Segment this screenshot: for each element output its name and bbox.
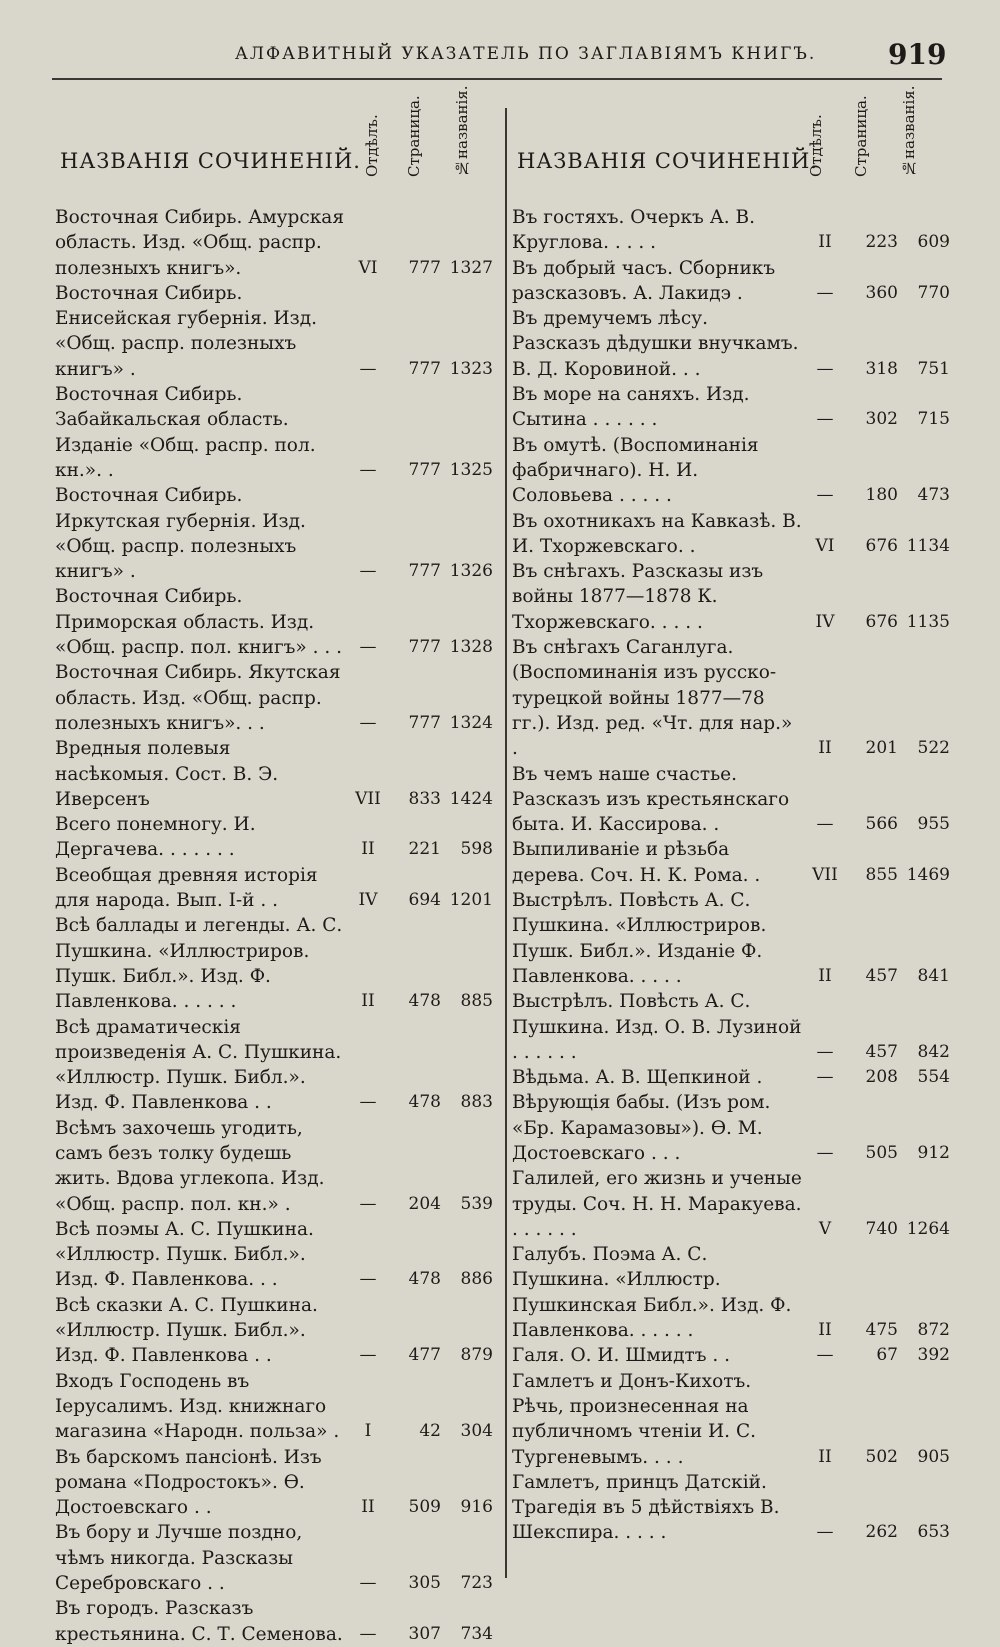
entry-numbers xyxy=(345,989,495,1014)
index-entry xyxy=(55,1520,500,1596)
entry-title: Въ бору и Лучше поздно, чѣмъ никогда. Разсказы Серебровскаго . . xyxy=(55,1522,303,1595)
entry-number: 1323 xyxy=(449,358,493,379)
entry-title: Въ чемъ наше счастье. Разсказъ изъ крестьянскаго быта. И. Кассирова. . xyxy=(512,763,790,836)
entry-page: 478 xyxy=(408,1269,441,1290)
entry-title: Вѣрующія бабы. (Изъ ром. «Бр. Карамазовы»). Ѳ. М. Достоевскаго . . . xyxy=(512,1092,771,1164)
entry-numbers xyxy=(345,1419,495,1444)
entry-page: 694 xyxy=(408,890,441,911)
entry-numbers xyxy=(345,1192,495,1217)
column-header-title: НАЗВАНІЯ СОЧИНЕНІЙ. xyxy=(517,149,818,173)
entry-number: 734 xyxy=(460,1623,493,1644)
entry-page: 201 xyxy=(865,738,898,759)
entry-section: II xyxy=(361,839,375,860)
column-header-page: Страница. xyxy=(852,95,870,177)
entry-number: 842 xyxy=(917,1041,950,1062)
entry-number: 916 xyxy=(460,1497,493,1518)
entry-section: II xyxy=(818,1446,832,1467)
entry-section: — xyxy=(816,814,834,835)
entry-page: 777 xyxy=(408,561,441,582)
entry-section: VII xyxy=(812,864,838,885)
index-entry xyxy=(55,1596,500,1647)
right-column xyxy=(512,85,957,1546)
entry-page: 262 xyxy=(865,1522,898,1543)
entry-title: Вѣдьма. А. В. Щепкиной . xyxy=(512,1067,763,1089)
index-entry xyxy=(512,1090,957,1166)
entry-page: 221 xyxy=(408,839,441,860)
entry-title: Въ добрый часъ. Сборникъ разсказовъ. А. Лакидэ . xyxy=(512,257,776,304)
entry-section: II xyxy=(818,232,832,253)
entry-number: 609 xyxy=(917,232,950,253)
entry-title: Выстрѣлъ. Повѣсть А. С. Пушкина. «Иллюстриров. Пушк. Библ.». Изданіе Ф. Павленкова. . . . . xyxy=(512,890,767,987)
entry-number: 1135 xyxy=(906,611,950,632)
entry-number: 1327 xyxy=(449,257,493,278)
entry-numbers xyxy=(802,863,952,888)
entry-section: — xyxy=(359,1345,377,1366)
entry-title: Въ снѣгахъ Саганлуга. (Воспоминанія изъ русско-турецкой войны 1877—78 гг.). Изд. ред. «Чт. для нар.» . xyxy=(512,637,793,760)
entry-title: Галубъ. Поэма А. С. Пушкина. «Иллюстр. Пушкинская Библ.». Изд. Ф. Павленкова. . . . . . xyxy=(512,1244,792,1342)
column-header-number: №названія. xyxy=(453,85,471,177)
index-entry xyxy=(55,863,500,914)
index-entry xyxy=(512,509,957,560)
entry-number: 554 xyxy=(917,1067,950,1088)
entry-title: Въ охотникахъ на Кавказѣ. В. И. Тхоржевскаго. . xyxy=(512,510,802,557)
entry-title: Всего понемногу. И. Дергачева. . . . . . . xyxy=(55,814,256,861)
page-number: 919 xyxy=(888,38,947,71)
entry-section: I xyxy=(364,1421,372,1442)
entry-number: 905 xyxy=(917,1446,950,1467)
entry-numbers xyxy=(345,357,495,382)
entry-section: VII xyxy=(355,788,381,809)
index-entry xyxy=(55,1293,500,1369)
entry-section: VI xyxy=(358,257,378,278)
index-entry xyxy=(55,1015,500,1116)
entry-number: 885 xyxy=(460,991,493,1012)
entry-number: 1264 xyxy=(906,1218,950,1239)
entry-page: 307 xyxy=(408,1623,441,1644)
entry-numbers xyxy=(345,1622,495,1647)
entry-title: Восточная Сибирь. Амурская область. Изд. «Общ. распр. полезныхъ книгъ». xyxy=(55,207,344,279)
column-header-section: Отдѣлъ. xyxy=(807,114,825,177)
index-entry xyxy=(512,635,957,761)
index-entry xyxy=(512,1242,957,1343)
entry-section: — xyxy=(816,1041,834,1062)
index-entry xyxy=(55,1116,500,1217)
entry-page: 502 xyxy=(865,1446,898,1467)
entry-section: — xyxy=(816,1142,834,1163)
entry-page: 475 xyxy=(865,1320,898,1341)
index-entry xyxy=(512,433,957,509)
entry-section: — xyxy=(359,1193,377,1214)
index-entry xyxy=(512,1166,957,1242)
index-entry xyxy=(512,837,957,888)
entry-section: — xyxy=(359,637,377,658)
index-entry xyxy=(55,584,500,660)
index-entry xyxy=(55,205,500,281)
entry-title: Галилей, его жизнь и ученые труды. Соч. Н. Н. Маракуева. . . . . . . xyxy=(512,1168,802,1240)
left-entries xyxy=(55,205,500,1647)
entry-page: 777 xyxy=(408,637,441,658)
entry-section: IV xyxy=(815,611,835,632)
index-entry xyxy=(512,989,957,1065)
entry-numbers xyxy=(802,483,952,508)
entry-section: — xyxy=(359,1623,377,1644)
entry-numbers xyxy=(345,711,495,736)
entry-number: 886 xyxy=(460,1269,493,1290)
entry-number: 653 xyxy=(917,1522,950,1543)
entry-page: 223 xyxy=(865,232,898,253)
entry-page: 42 xyxy=(419,1421,441,1442)
column-header-title: НАЗВАНІЯ СОЧИНЕНІЙ. xyxy=(60,149,361,173)
entry-numbers xyxy=(802,736,952,761)
entry-title: Гамлетъ, принцъ Датскій. Трагедія въ 5 дѣйствіяхъ В. Шекспира. . . . . xyxy=(512,1471,780,1544)
entry-section: — xyxy=(816,1067,834,1088)
entry-number: 598 xyxy=(460,839,493,860)
column-header xyxy=(512,85,957,205)
running-title: АЛФАВИТНЫЙ УКАЗАТЕЛЬ ПО ЗАГЛАВІЯМЪ КНИГЪ. xyxy=(235,44,817,64)
entry-title: Всѣ сказки А. С. Пушкина. «Иллюстр. Пушк. Библ.». Изд. Ф. Павленкова . . xyxy=(55,1294,318,1367)
entry-section: — xyxy=(359,1573,377,1594)
entry-numbers xyxy=(345,888,495,913)
entry-number: 522 xyxy=(917,738,950,759)
index-entry xyxy=(512,559,957,635)
entry-number: 1134 xyxy=(906,535,950,556)
entry-page: 676 xyxy=(865,611,898,632)
left-column xyxy=(55,85,500,1647)
entry-page: 457 xyxy=(865,1041,898,1062)
entry-section: IV xyxy=(358,890,378,911)
entry-page: 833 xyxy=(408,788,441,809)
entry-numbers xyxy=(802,230,952,255)
entry-numbers xyxy=(802,1343,952,1368)
entry-title: Выстрѣлъ. Повѣсть А. С. Пушкина. Изд. О. В. Лузиной . . . . . . xyxy=(512,991,802,1063)
entry-section: — xyxy=(816,485,834,506)
entry-number: 1328 xyxy=(449,637,493,658)
entry-numbers xyxy=(802,1318,952,1343)
entry-number: 879 xyxy=(460,1345,493,1366)
entry-title: Восточная Сибирь. Приморская область. Изд. «Общ. распр. пол. книгъ» . . . xyxy=(55,586,343,659)
entry-number: 1469 xyxy=(906,864,950,885)
index-entry xyxy=(55,660,500,736)
entry-numbers xyxy=(802,281,952,306)
entry-number: 955 xyxy=(917,814,950,835)
entry-section: VI xyxy=(815,535,835,556)
entry-page: 302 xyxy=(865,409,898,430)
entry-title: Входъ Господень въ Іерусалимъ. Изд. книжнаго магазина «Народн. польза» . xyxy=(55,1370,340,1443)
entry-title: Вредныя полевыя насѣкомыя. Сост. В. Э. Иверсенъ xyxy=(55,738,279,810)
entry-title: Въ омутѣ. (Воспоминанія фабричнаго). Н. И. Соловьева . . . . . xyxy=(512,434,759,507)
entry-section: — xyxy=(816,282,834,303)
entry-numbers xyxy=(345,1571,495,1596)
entry-numbers xyxy=(802,1217,952,1242)
entry-title: Восточная Сибирь. Якутская область. Изд. «Общ. распр. полезныхъ книгъ». . . xyxy=(55,662,341,734)
entry-numbers xyxy=(802,964,952,989)
entry-section: II xyxy=(818,965,832,986)
entry-number: 1324 xyxy=(449,712,493,733)
entry-number: 473 xyxy=(917,485,950,506)
entry-section: — xyxy=(359,1092,377,1113)
entry-number: 539 xyxy=(460,1193,493,1214)
index-entry xyxy=(55,913,500,1014)
entry-section: — xyxy=(816,358,834,379)
entry-page: 740 xyxy=(865,1218,898,1239)
entry-number: 1201 xyxy=(449,890,493,911)
entry-title: Гамлетъ и Донъ-Кихотъ. Рѣчь, произнесенная на публичномъ чтеніи И. С. Тургеневымъ. . . . xyxy=(512,1370,756,1468)
index-entry xyxy=(512,306,957,382)
entry-page: 204 xyxy=(408,1193,441,1214)
entry-title: Въ гостяхъ. Очеркъ А. В. Круглова. . . . . xyxy=(512,207,755,254)
entry-section: — xyxy=(359,358,377,379)
entry-number: 883 xyxy=(460,1092,493,1113)
entry-number: 715 xyxy=(917,409,950,430)
index-entry xyxy=(512,1470,957,1546)
entry-title: Въ барскомъ пансіонѣ. Изъ романа «Подростокъ». Ѳ. Достоевскаго . . xyxy=(55,1446,322,1519)
column-header-number: №названія. xyxy=(900,85,918,177)
entry-numbers xyxy=(802,1040,952,1065)
entry-number: 723 xyxy=(460,1573,493,1594)
entry-page: 777 xyxy=(408,459,441,480)
entry-section: — xyxy=(359,561,377,582)
entry-title: Восточная Сибирь. Енисейская губернія. Изд. «Общ. распр. полезныхъ книгъ» . xyxy=(55,282,317,380)
entry-numbers xyxy=(345,458,495,483)
entry-number: 1325 xyxy=(449,459,493,480)
entry-numbers xyxy=(345,1343,495,1368)
entry-title: Всѣ баллады и легенды. А. С. Пушкина. «Иллюстриров. Пушк. Библ.». Изд. Ф. Павленкова. . . . . . xyxy=(55,915,343,1013)
index-entry xyxy=(55,382,500,483)
index-entry xyxy=(55,1445,500,1521)
entry-numbers xyxy=(345,1090,495,1115)
entry-page: 457 xyxy=(865,965,898,986)
entry-numbers xyxy=(345,787,495,812)
index-entry xyxy=(55,281,500,382)
column-header-section: Отдѣлъ. xyxy=(363,114,381,177)
index-entry xyxy=(512,1369,957,1470)
entry-numbers xyxy=(802,1065,952,1090)
column-divider xyxy=(505,108,507,1578)
entry-section: V xyxy=(818,1218,832,1239)
index-entry xyxy=(512,382,957,433)
entry-numbers xyxy=(345,256,495,281)
entry-numbers xyxy=(345,635,495,660)
entry-number: 1326 xyxy=(449,561,493,582)
entry-page: 360 xyxy=(865,282,898,303)
column-header-page: Страница. xyxy=(405,95,423,177)
entry-number: 872 xyxy=(917,1320,950,1341)
index-entry xyxy=(512,762,957,838)
index-entry xyxy=(512,888,957,989)
entry-numbers xyxy=(345,1495,495,1520)
entry-page: 777 xyxy=(408,712,441,733)
entry-title: Восточная Сибирь. Забайкальская область. Изданіе «Общ. распр. пол. кн.». . xyxy=(55,384,316,481)
index-entry xyxy=(512,1343,957,1368)
entry-numbers xyxy=(345,1267,495,1292)
entry-number: 392 xyxy=(917,1345,950,1366)
entry-numbers xyxy=(802,610,952,635)
entry-title: Всеобщая древняя исторія для народа. Вып. I-й . . xyxy=(55,864,318,912)
index-entry xyxy=(55,1369,500,1445)
entry-number: 841 xyxy=(917,965,950,986)
index-entry xyxy=(55,812,500,863)
entry-page: 509 xyxy=(408,1497,441,1518)
entry-page: 676 xyxy=(865,535,898,556)
entry-page: 777 xyxy=(408,358,441,379)
index-entry xyxy=(55,1217,500,1293)
entry-numbers xyxy=(345,837,495,862)
entry-page: 566 xyxy=(865,814,898,835)
entry-section: II xyxy=(818,738,832,759)
entry-number: 912 xyxy=(917,1142,950,1163)
entry-page: 180 xyxy=(865,485,898,506)
entry-section: — xyxy=(816,409,834,430)
entry-page: 505 xyxy=(865,1142,898,1163)
header-rule xyxy=(52,78,942,80)
index-entry xyxy=(512,205,957,256)
entry-section: — xyxy=(816,1522,834,1543)
column-header xyxy=(55,85,500,205)
entry-section: — xyxy=(359,1269,377,1290)
entry-numbers xyxy=(802,812,952,837)
entry-numbers xyxy=(345,559,495,584)
entry-numbers xyxy=(802,1141,952,1166)
entry-title: Въ дремучемъ лѣсу. Разсказъ дѣдушки внучкамъ. В. Д. Коровиной. . . xyxy=(512,308,799,380)
index-entry xyxy=(512,256,957,307)
entry-section: II xyxy=(361,991,375,1012)
right-entries xyxy=(512,205,957,1546)
entry-title: Галя. О. И. Шмидтъ . . xyxy=(512,1345,731,1367)
entry-number: 304 xyxy=(460,1421,493,1442)
entry-title: Восточная Сибирь. Иркутская губернія. Изд. «Общ. распр. полезныхъ книгъ» . xyxy=(55,485,306,583)
entry-number: 751 xyxy=(917,358,950,379)
entry-numbers xyxy=(802,534,952,559)
entry-section: — xyxy=(816,1345,834,1366)
entry-page: 318 xyxy=(865,358,898,379)
entry-numbers xyxy=(802,1445,952,1470)
entry-section: — xyxy=(359,459,377,480)
entry-page: 477 xyxy=(408,1345,441,1366)
entry-page: 305 xyxy=(408,1573,441,1594)
entry-page: 67 xyxy=(876,1345,898,1366)
index-entry xyxy=(55,483,500,584)
entry-title: Выпиливаніе и рѣзьба дерева. Соч. Н. К. Рома. . xyxy=(512,839,761,886)
entry-number: 770 xyxy=(917,282,950,303)
entry-number: 1424 xyxy=(449,788,493,809)
entry-numbers xyxy=(802,407,952,432)
entry-title: Всѣ драматическія произведенія А. С. Пушкина. «Иллюстр. Пушк. Библ.». Изд. Ф. Павленкова . . xyxy=(55,1016,342,1114)
entry-page: 777 xyxy=(408,257,441,278)
entry-page: 478 xyxy=(408,991,441,1012)
entry-title: Въ снѣгахъ. Разсказы изъ войны 1877—1878 К. Тхоржевскаго. . . . . xyxy=(512,561,764,633)
index-entry xyxy=(512,1065,957,1090)
entry-section: II xyxy=(361,1497,375,1518)
entry-title: Въ городъ. Разсказъ крестьянина. С. Т. Семенова. xyxy=(55,1598,343,1645)
entry-title: Въ море на саняхъ. Изд. Сытина . . . . . . xyxy=(512,384,750,431)
entry-title: Всѣ поэмы А. С. Пушкина. «Иллюстр. Пушк. Библ.». Изд. Ф. Павленкова. . . xyxy=(55,1218,314,1291)
entry-numbers xyxy=(802,357,952,382)
entry-section: — xyxy=(359,712,377,733)
entry-title: Всѣмъ захочешь угодить, самъ безъ толку будешь жить. Вдова углекопа. Изд. «Общ. распр. пол. кн.» . xyxy=(55,1117,325,1215)
entry-page: 208 xyxy=(865,1067,898,1088)
entry-page: 478 xyxy=(408,1092,441,1113)
entry-section: II xyxy=(818,1320,832,1341)
entry-numbers xyxy=(802,1520,952,1545)
index-entry xyxy=(55,736,500,812)
entry-page: 855 xyxy=(865,864,898,885)
